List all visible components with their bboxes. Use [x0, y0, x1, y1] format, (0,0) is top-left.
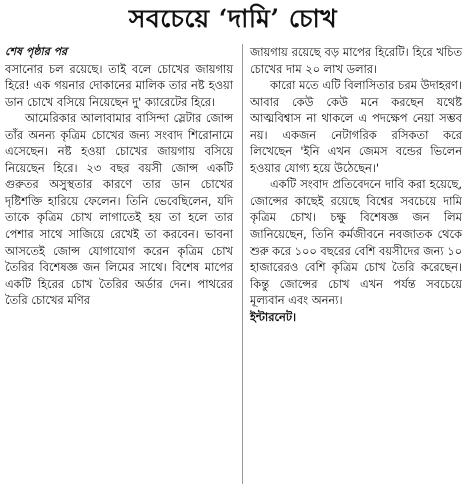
paragraph: জায়গায় রয়েছে বড় মাপের হিরেটি। হিরে খচিত চোখের দাম ২০ লাখ ডলার।	[250, 45, 462, 76]
right-column	[250, 44, 462, 325]
paragraph: একটি সংবাদ প্রতিবেদনে দাবি করা হয়েছে, জোন্সের কাছেই রয়েছে বিশ্বের সবচেয়ে দামি কৃত্রিম চোখ। চক্ষু বিশেষজ্ঞ জন লিম জানিয়েছেন, তিনি কর্মজীবনে নবজাতক থেকে শুরু করে ১০০ বছরের বেশি বয়সীদের জন্য ১০ হাজারেরও বেশি কৃত্রিম চোখ তৈরি করেছেন। কিন্তু জোন্সের চোখ এখন পর্যন্ত সবচেয়ে মূল্যবান এবং অনন্য।	[250, 177, 462, 308]
source-credit: ইন্টারনেট।	[250, 309, 297, 324]
paragraph: কারো মতে এটি বিলাসিতার চরম উদাহরণ। আবার কেউ কেউ মনে করছেন যথেষ্ট আত্মবিশ্বাস না থাকলে এ পদক্ষেপ নেয়া সম্ভব নয়। একজন নেটাগরিক রসিকতা করে লিখেছেন 'ইনি এখন জেমস বন্ডের ভিলেন হওয়ার যোগ্য হয়ে উঠেছেন।'	[250, 78, 462, 175]
left-column	[5, 44, 233, 309]
continuation-kicker: শেষ পৃষ্ঠার পর	[5, 45, 68, 58]
column-divider	[242, 44, 243, 484]
paragraph: আমেরিকার আলাবামার বাসিন্দা স্লেটার জোন্স তাঁর অনন্য কৃত্রিম চোখের জন্য সংবাদ শিরোনামে এসেছেন। নষ্ট হওয়া চোখের জায়গায় বসিয়ে নিয়েছেন হিরে। ২৩ বছর বয়সী জোন্স একটি গুরুতর অসুস্থতার কারণে তার ডান চোখের দৃষ্টিশক্তি হারিয়ে ফেলেন। তিনি ভেবেছিলেন, যদি তাকে কৃত্রিম চোখ লাগাতেই হয় তা হলে তার পেশার সাথে সাজিয়ে রেখেই তা করবেন। ভাবনা আসতেই জোন্স যোগাযোগ করেন কৃত্রিম চোখ তৈরির বিশেষজ্ঞ জন লিমের সাথে। বিশেষ মাপের একটি হিরের চোখ তৈরির অর্ডার দেন। পাথরের তৈরি চোখের মণির	[5, 111, 233, 308]
headline: সবচেয়ে ‘দামি’ চোখ	[128, 4, 338, 33]
paragraph: বসানোর চল রয়েছে। তাই বলে চোখের জায়গায় হিরে! এক গয়নার দোকানের মালিক তার নষ্ট হওয়া ডান চোখে বসিয়ে নিয়েছেন দু' ক্যারেটের হিরে।	[5, 61, 233, 109]
